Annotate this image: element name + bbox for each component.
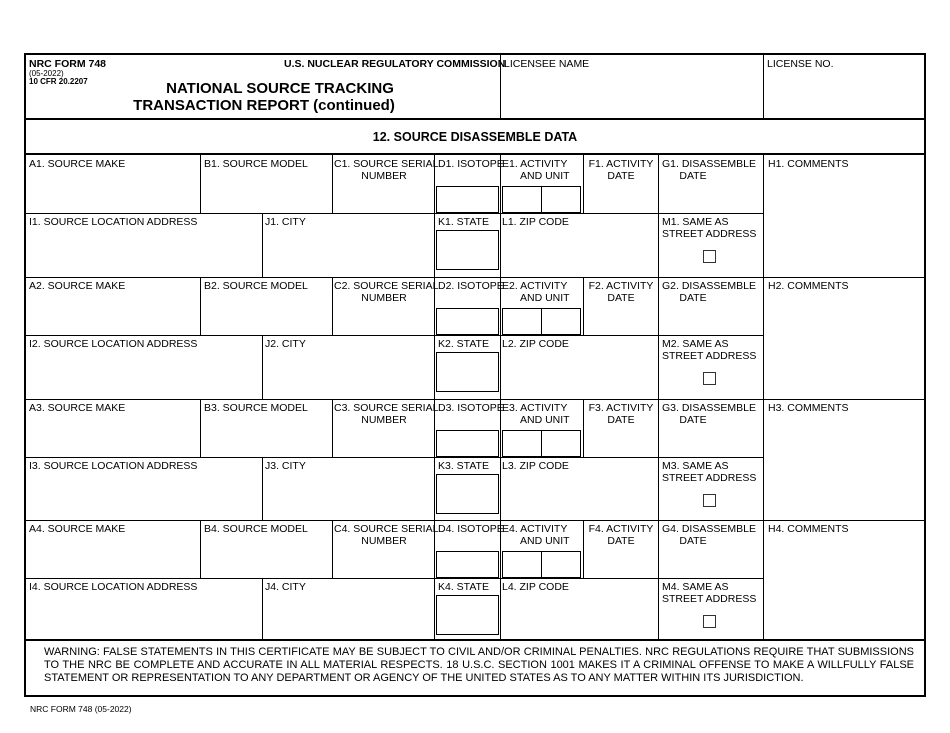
activity-value-input[interactable]: [502, 430, 542, 457]
column-divider: [262, 213, 263, 277]
source-serial-label: C3. SOURCE SERIAL: [334, 402, 439, 414]
location-address-label: I1. SOURCE LOCATION ADDRESS: [29, 216, 198, 228]
column-divider: [658, 520, 659, 578]
licensee-name-label: LICENSEE NAME: [504, 58, 590, 70]
activity-date-label-2: DATE: [607, 170, 635, 182]
column-divider: [658, 457, 659, 520]
row-separator: [24, 457, 763, 458]
state-label: K3. STATE: [438, 460, 489, 472]
column-divider: [658, 578, 659, 639]
disassemble-date-label-2: DATE: [679, 535, 707, 547]
location-address-label: I2. SOURCE LOCATION ADDRESS: [29, 338, 198, 350]
same-as-street-label: M1. SAME AS: [662, 216, 729, 228]
activity-label: E4. ACTIVITY: [502, 523, 568, 535]
column-divider: [658, 277, 659, 335]
column-divider: [434, 335, 435, 399]
column-divider: [583, 155, 584, 213]
source-make-label: A3. SOURCE MAKE: [29, 402, 126, 414]
source-serial-label-2: NUMBER: [361, 170, 407, 182]
activity-date-label: F1. ACTIVITY: [588, 158, 654, 170]
state-label: K2. STATE: [438, 338, 489, 350]
column-divider: [262, 457, 263, 520]
isotope-label: D2. ISOTOPE: [438, 280, 504, 292]
same-as-street-label-2: STREET ADDRESS: [662, 228, 757, 240]
same-as-street-label-2: STREET ADDRESS: [662, 472, 757, 484]
zip-code-label: L2. ZIP CODE: [502, 338, 569, 350]
activity-label-2: AND UNIT: [520, 170, 570, 182]
city-label: J3. CITY: [265, 460, 306, 472]
location-address-label: I3. SOURCE LOCATION ADDRESS: [29, 460, 198, 472]
column-divider: [583, 399, 584, 457]
activity-date-label: F2. ACTIVITY: [588, 280, 654, 292]
header-separator: [24, 118, 926, 120]
comments-label: H2. COMMENTS: [768, 280, 849, 292]
activity-date-label-2: DATE: [607, 535, 635, 547]
column-divider: [583, 520, 584, 578]
column-divider: [583, 277, 584, 335]
location-address-label: I4. SOURCE LOCATION ADDRESS: [29, 581, 198, 593]
block-separator: [24, 520, 926, 521]
activity-value-input[interactable]: [502, 551, 542, 578]
state-label: K4. STATE: [438, 581, 489, 593]
same-as-street-checkbox[interactable]: [703, 615, 716, 628]
disassemble-date-label-2: DATE: [679, 414, 707, 426]
column-divider: [332, 399, 333, 457]
isotope-label: D1. ISOTOPE: [438, 158, 504, 170]
same-as-street-label: M4. SAME AS: [662, 581, 729, 593]
form-title-line2: TRANSACTION REPORT (continued): [133, 97, 395, 114]
comments-divider: [763, 277, 764, 399]
activity-unit-input[interactable]: [541, 308, 581, 335]
warning-text: WARNING: FALSE STATEMENTS IN THIS CERTIFICATE MAY BE SUBJECT TO CIVIL AND/OR CRIMINAL PENALTIES. NRC REGULATIONS REQUIRE THAT SUBMISSIONS TO THE NRC BE COMPLETE AND ACCURATE IN ALL MATERIAL RESPECTS. 18 U.S.C. SECTION 1001 MAKES IT A CRIMINAL OFFENSE TO MAKE A WILLFULLY FALSE STATEMENT OR REPRESENTATION TO ANY DEPARTMENT OR AGENCY OF THE UNITED STATES AS TO ANY MATTER WITHIN ITS JURISDICTION.: [44, 646, 914, 684]
source-serial-label-2: NUMBER: [361, 535, 407, 547]
header-divider-2: [763, 53, 764, 119]
disassemble-date-label: G3. DISASSEMBLE: [662, 402, 756, 414]
column-divider: [200, 399, 201, 457]
state-input[interactable]: [436, 595, 499, 635]
comments-label: H4. COMMENTS: [768, 523, 849, 535]
source-model-label: B1. SOURCE MODEL: [204, 158, 308, 170]
state-label: K1. STATE: [438, 216, 489, 228]
zip-code-label: L1. ZIP CODE: [502, 216, 569, 228]
activity-date-label-2: DATE: [607, 414, 635, 426]
form-title-line1: NATIONAL SOURCE TRACKING: [166, 80, 394, 97]
state-input[interactable]: [436, 352, 499, 392]
source-model-label: B2. SOURCE MODEL: [204, 280, 308, 292]
form-number: NRC FORM 748: [29, 58, 107, 70]
same-as-street-checkbox[interactable]: [703, 250, 716, 263]
footer-form-number: NRC FORM 748 (05-2022): [30, 704, 132, 714]
column-divider: [332, 520, 333, 578]
activity-date-label: F4. ACTIVITY: [588, 523, 654, 535]
source-make-label: A4. SOURCE MAKE: [29, 523, 126, 535]
warning-separator: [24, 639, 926, 641]
section-separator: [24, 153, 926, 155]
activity-date-label: F3. ACTIVITY: [588, 402, 654, 414]
column-divider: [500, 335, 501, 399]
isotope-label: D4. ISOTOPE: [438, 523, 504, 535]
column-divider: [658, 213, 659, 277]
disassemble-date-label: G1. DISASSEMBLE: [662, 158, 756, 170]
activity-unit-input[interactable]: [541, 186, 581, 213]
disassemble-date-label-2: DATE: [679, 292, 707, 304]
header-divider-1: [500, 53, 501, 119]
same-as-street-label-2: STREET ADDRESS: [662, 350, 757, 362]
city-label: J2. CITY: [265, 338, 306, 350]
column-divider: [200, 155, 201, 213]
column-divider: [262, 335, 263, 399]
activity-label: E1. ACTIVITY: [502, 158, 568, 170]
disassemble-date-label: G4. DISASSEMBLE: [662, 523, 756, 535]
zip-code-label: L4. ZIP CODE: [502, 581, 569, 593]
column-divider: [500, 457, 501, 520]
section-title: 12. SOURCE DISASSEMBLE DATA: [372, 130, 578, 144]
activity-unit-input[interactable]: [541, 551, 581, 578]
column-divider: [434, 457, 435, 520]
activity-label-2: AND UNIT: [520, 535, 570, 547]
isotope-input[interactable]: [436, 430, 499, 457]
comments-divider: [763, 399, 764, 520]
license-no-field[interactable]: [765, 72, 923, 116]
row-separator: [24, 213, 763, 214]
column-divider: [658, 399, 659, 457]
zip-code-label: L3. ZIP CODE: [502, 460, 569, 472]
column-divider: [658, 335, 659, 399]
activity-label: E3. ACTIVITY: [502, 402, 568, 414]
column-divider: [332, 155, 333, 213]
column-divider: [200, 277, 201, 335]
source-make-label: A1. SOURCE MAKE: [29, 158, 126, 170]
agency-name: U.S. NUCLEAR REGULATORY COMMISSION: [284, 58, 506, 70]
same-as-street-checkbox[interactable]: [703, 494, 716, 507]
column-divider: [434, 213, 435, 277]
block-separator: [24, 277, 926, 278]
column-divider: [200, 520, 201, 578]
same-as-street-label: M3. SAME AS: [662, 460, 729, 472]
source-serial-label: C2. SOURCE SERIAL: [334, 280, 439, 292]
city-label: J1. CITY: [265, 216, 306, 228]
same-as-street-checkbox[interactable]: [703, 372, 716, 385]
comments-divider: [763, 155, 764, 277]
activity-label-2: AND UNIT: [520, 414, 570, 426]
isotope-input[interactable]: [436, 308, 499, 335]
activity-date-label-2: DATE: [607, 292, 635, 304]
isotope-input[interactable]: [436, 186, 499, 213]
column-divider: [262, 578, 263, 639]
activity-label: E2. ACTIVITY: [502, 280, 568, 292]
source-serial-label: C1. SOURCE SERIAL: [334, 158, 439, 170]
column-divider: [500, 578, 501, 639]
comments-divider: [763, 520, 764, 639]
same-as-street-label: M2. SAME AS: [662, 338, 729, 350]
column-divider: [658, 155, 659, 213]
column-divider: [332, 277, 333, 335]
activity-label-2: AND UNIT: [520, 292, 570, 304]
source-serial-label: C4. SOURCE SERIAL: [334, 523, 439, 535]
same-as-street-label-2: STREET ADDRESS: [662, 593, 757, 605]
row-separator: [24, 578, 763, 579]
state-input[interactable]: [436, 230, 499, 270]
licensee-name-field[interactable]: [502, 72, 760, 116]
block-separator: [24, 399, 926, 400]
activity-value-input[interactable]: [502, 308, 542, 335]
city-label: J4. CITY: [265, 581, 306, 593]
cfr-reference: 10 CFR 20.2207: [29, 77, 88, 86]
isotope-label: D3. ISOTOPE: [438, 402, 504, 414]
row-separator: [24, 335, 763, 336]
disassemble-date-label: G2. DISASSEMBLE: [662, 280, 756, 292]
source-model-label: B4. SOURCE MODEL: [204, 523, 308, 535]
source-serial-label-2: NUMBER: [361, 414, 407, 426]
comments-label: H3. COMMENTS: [768, 402, 849, 414]
disassemble-date-label-2: DATE: [679, 170, 707, 182]
license-no-label: LICENSE NO.: [767, 58, 834, 70]
comments-label: H1. COMMENTS: [768, 158, 849, 170]
column-divider: [434, 578, 435, 639]
source-model-label: B3. SOURCE MODEL: [204, 402, 308, 414]
source-make-label: A2. SOURCE MAKE: [29, 280, 126, 292]
state-input[interactable]: [436, 474, 499, 514]
isotope-input[interactable]: [436, 551, 499, 578]
column-divider: [500, 213, 501, 277]
form-date: (05-2022): [29, 69, 64, 78]
activity-value-input[interactable]: [502, 186, 542, 213]
activity-unit-input[interactable]: [541, 430, 581, 457]
source-serial-label-2: NUMBER: [361, 292, 407, 304]
